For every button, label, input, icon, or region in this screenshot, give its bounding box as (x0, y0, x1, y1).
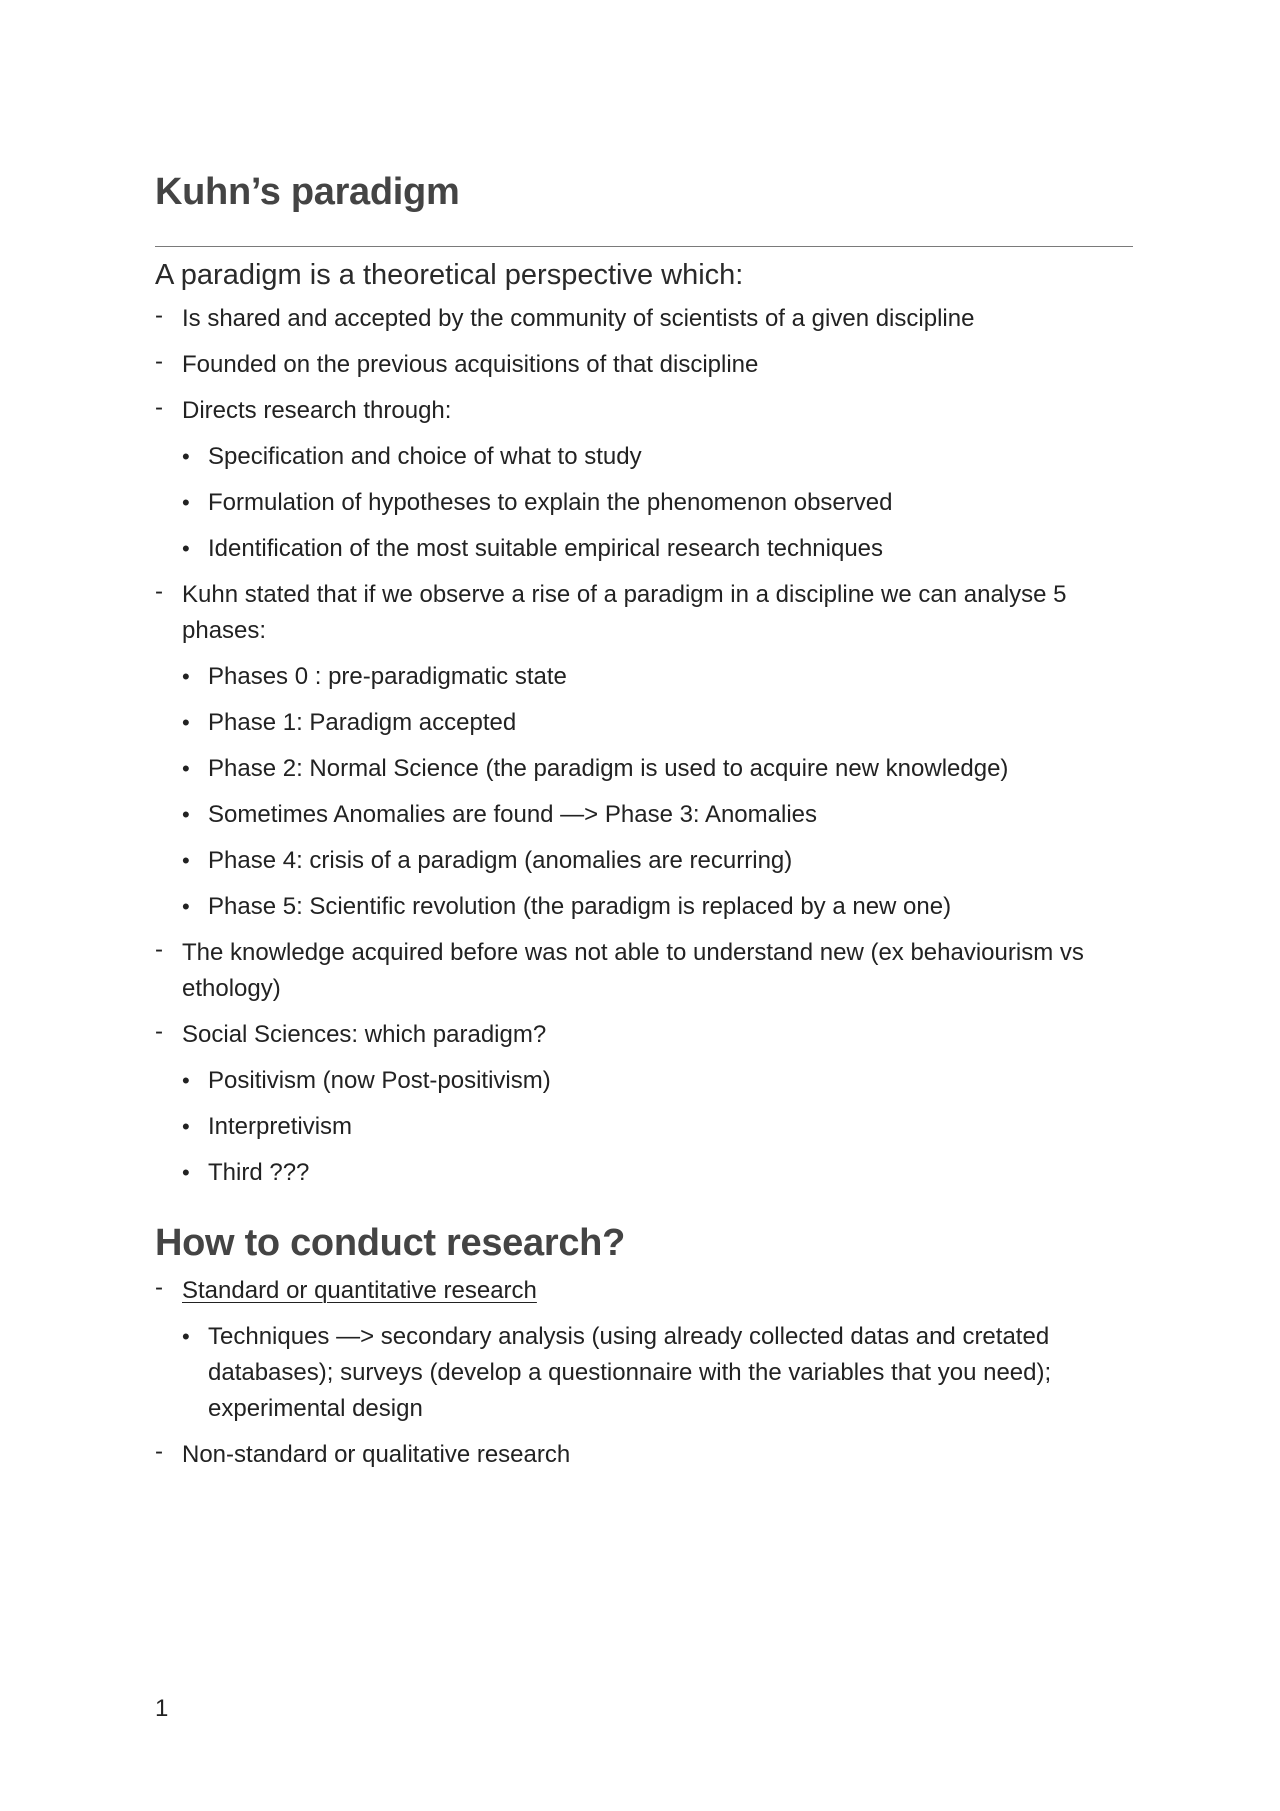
sub-list-item (182, 1319, 1133, 1427)
sub-list-item-text: Sometimes Anomalies are found —> Phase 3: Anomalies (208, 801, 817, 828)
sub-list-item (182, 1109, 1133, 1145)
list-item-text: Social Sciences: which paradigm? (182, 1021, 547, 1048)
page-number: 1 (155, 1695, 169, 1722)
bullet-marker: • (182, 756, 190, 781)
sub-list (182, 1319, 1133, 1427)
list-item-text: Directs research through: (182, 397, 452, 424)
list-item (155, 577, 1133, 925)
bullet-marker: • (182, 1114, 190, 1139)
sub-list-item (182, 843, 1133, 879)
dash-marker: - (155, 394, 163, 421)
dash-marker: - (155, 302, 163, 329)
list-item (155, 347, 1133, 383)
list-item (155, 301, 1133, 337)
list-item (155, 935, 1133, 1007)
dash-marker: - (155, 578, 163, 605)
bullet-marker: • (182, 802, 190, 827)
sub-list-item (182, 797, 1133, 833)
sub-list-item (182, 531, 1133, 567)
list-item (155, 1017, 1133, 1191)
sub-list-item-text: Positivism (now Post-positivism) (208, 1067, 551, 1094)
sub-list-item-text: Phases 0 : pre-paradigmatic state (208, 663, 567, 690)
sub-list-item (182, 1155, 1133, 1191)
list-item-text: Standard or quantitative research (182, 1277, 537, 1304)
list-item-text: Founded on the previous acquisitions of that discipline (182, 351, 759, 378)
document-page (155, 170, 1133, 1483)
paradigm-lead: A paradigm is a theoretical perspective which: (155, 259, 744, 291)
bullet-marker: • (182, 536, 190, 561)
bullet-marker: • (182, 490, 190, 515)
bullet-marker: • (182, 1160, 190, 1185)
bullet-marker: • (182, 1324, 190, 1349)
sub-list-item-text: Interpretivism (208, 1113, 353, 1140)
list-item-text: Kuhn stated that if we observe a rise of a paradigm in a discipline we can analyse 5 phases: (182, 581, 1067, 644)
section-title-how-to-conduct: How to conduct research? (155, 1222, 625, 1264)
dash-marker: - (155, 936, 163, 963)
bullet-marker: • (182, 710, 190, 735)
sub-list-item-text: Phase 1: Paradigm accepted (208, 709, 517, 736)
sub-list (182, 1063, 1133, 1191)
list-item (155, 393, 1133, 567)
bullet-marker: • (182, 1068, 190, 1093)
list-item-text: Non-standard or qualitative research (182, 1441, 571, 1468)
dash-marker: - (155, 1438, 163, 1465)
sub-list (182, 439, 1133, 567)
list-item (155, 1273, 1133, 1427)
sub-list-item (182, 659, 1133, 695)
list-item (155, 1437, 1133, 1473)
sub-list-item (182, 1063, 1133, 1099)
dash-marker: - (155, 1018, 163, 1045)
bullet-marker: • (182, 664, 190, 689)
sub-list-item (182, 439, 1133, 475)
sub-list-item (182, 751, 1133, 787)
sub-list-item (182, 705, 1133, 741)
list-item-text: The knowledge acquired before was not able to understand new (ex behaviourism vs ethology) (182, 939, 1084, 1002)
sub-list (182, 659, 1133, 925)
sub-list-item (182, 485, 1133, 521)
research-list (155, 1273, 1133, 1473)
sub-list-item (182, 889, 1133, 925)
kuhn-list (155, 301, 1133, 1191)
dash-marker: - (155, 348, 163, 375)
sub-list-item-text: Phase 4: crisis of a paradigm (anomalies are recurring) (208, 847, 793, 874)
sub-list-item-text: Third ??? (208, 1159, 310, 1186)
sub-list-item-text: Identification of the most suitable empirical research techniques (208, 535, 884, 562)
section-title-kuhn: Kuhn’s paradigm (155, 171, 460, 213)
bullet-marker: • (182, 848, 190, 873)
sub-list-item-text: Formulation of hypotheses to explain the phenomenon observed (208, 489, 893, 516)
title-divider (155, 246, 1133, 247)
sub-list-item-text: Specification and choice of what to study (208, 443, 642, 470)
bullet-marker: • (182, 894, 190, 919)
sub-list-item-text: Phase 5: Scientific revolution (the paradigm is replaced by a new one) (208, 893, 952, 920)
dash-marker: - (155, 1274, 163, 1301)
bullet-marker: • (182, 444, 190, 469)
sub-list-item-text: Techniques —> secondary analysis (using already collected datas and cretated databases); surveys (develop a questionnaire with the variables that you need); experimental design (208, 1323, 1052, 1422)
sub-list-item-text: Phase 2: Normal Science (the paradigm is used to acquire new knowledge) (208, 755, 1009, 782)
list-item-text: Is shared and accepted by the community of scientists of a given discipline (182, 305, 975, 332)
